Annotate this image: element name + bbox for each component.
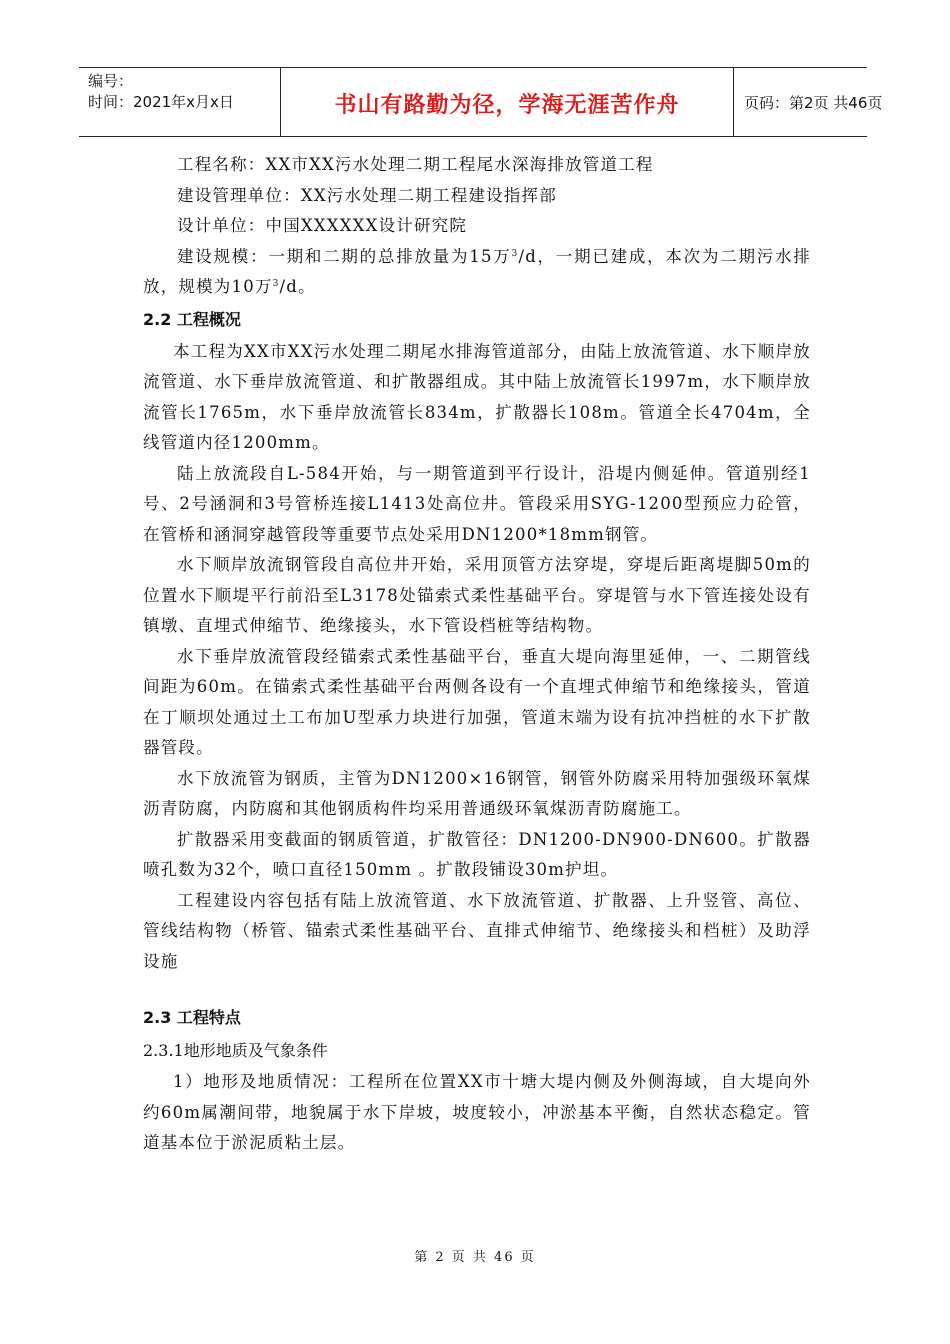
subsection-title-2-3-1: 2.3.1地形地质及气象条件 — [143, 1041, 328, 1060]
paragraph: 扩散器采用变截面的钢质管道，扩散管径：DN1200-DN900-DN600。扩散器喷孔数为32个，喷口直径150mm 。扩散段铺设30m护坦。 — [143, 829, 811, 879]
project-name: 工程名称：XX市XX污水处理二期工程尾水深海排放管道工程 — [177, 155, 654, 174]
header-motto-cell — [281, 68, 734, 136]
paragraph: 1）地形及地质情况：工程所在位置XX市十塘大堤内侧及外侧海域，自大堤向外约60m属潮间带，地貌属于水下岸坡，坡度较小，冲淤基本平衡，自然状态稳定。管道基本位于淤泥质粘土层。 — [143, 1072, 811, 1152]
document-time: 时间：2021年x月x日 — [88, 93, 234, 111]
paragraph: 水下放流管为钢质，主管为DN1200×16钢管，钢管外防腐采用特加强级环氧煤沥青防腐，内防腐和其他钢质构件均采用普通级环氧煤沥青防腐施工。 — [143, 768, 811, 818]
header-page-cell — [734, 68, 883, 136]
section-title-2-3: 2.3 工程特点 — [143, 1008, 241, 1027]
header-page-number: 页码：第2页 共46页 — [744, 94, 883, 112]
paragraph: 工程建设内容包括有陆上放流管道、水下放流管道、扩散器、上升竖管、高位、管线结构物（桥管、锚索式柔性基础平台、直排式伸缩节、绝缘接头和档桩）及助浮设施 — [143, 890, 811, 971]
paragraph: 本工程为XX市XX污水处理二期尾水排海管道部分，由陆上放流管道、水下顺岸放流管道、水下垂岸放流管道、和扩散器组成。其中陆上放流管长1997m，水下顺岸放流管长1765m，水下垂岸放流管长834m，扩散器长108m。管道全长4704m，全线管道内径1200mm。 — [143, 341, 811, 452]
header-meta-cell — [79, 68, 281, 136]
document-body — [143, 150, 811, 1159]
document-header — [79, 67, 883, 137]
page-footer: 第 2 页 共 46 页 — [414, 1250, 536, 1265]
construction-scale: 建设规模：一期和二期的总排放量为15万$^3$/d，一期已建成，本次为二期污水排放，规模为10万$^3$/d。 — [143, 246, 811, 296]
paragraph: 水下顺岸放流钢管段自高位井开始，采用顶管方法穿堤，穿堤后距离堤脚50m的位置水下顺堤平行前沿至L3178处锚索式柔性基础平台。穿堤管与水下管连接处设有镇墩、直埋式伸缩节、绝缘接头，水下管设档桩等结构物。 — [143, 555, 811, 635]
management-unit: 建设管理单位：XX污水处理二期工程建设指挥部 — [177, 185, 557, 205]
header-motto: 书山有路勤为径，学海无涯苦作舟 — [334, 93, 680, 118]
design-unit: 设计单位：中国XXXXXX设计研究院 — [177, 216, 468, 235]
paragraph: 水下垂岸放流管段经锚索式柔性基础平台，垂直大堤向海里延伸，一、二期管线间距为60m。在锚索式柔性基础平台两侧各设有一个直埋式伸缩节和绝缘接头，管道在丁顺坝处通过土工布加U型承力块进行加强，管道末端为设有抗冲挡桩的水下扩散器管段。 — [143, 646, 811, 757]
document-number: 编号： — [88, 72, 134, 90]
section-title-2-2: 2.2 工程概况 — [143, 309, 241, 329]
paragraph: 陆上放流段自L-584开始，与一期管道到平行设计，沿堤内侧延伸。管道别经1号、2号涵洞和3号管桥连接L1413处高位井。管段采用SYG-1200型预应力砼管，在管桥和涵洞穿越管段等重要节点处采用DN1200*18mm钢管。 — [143, 463, 811, 544]
